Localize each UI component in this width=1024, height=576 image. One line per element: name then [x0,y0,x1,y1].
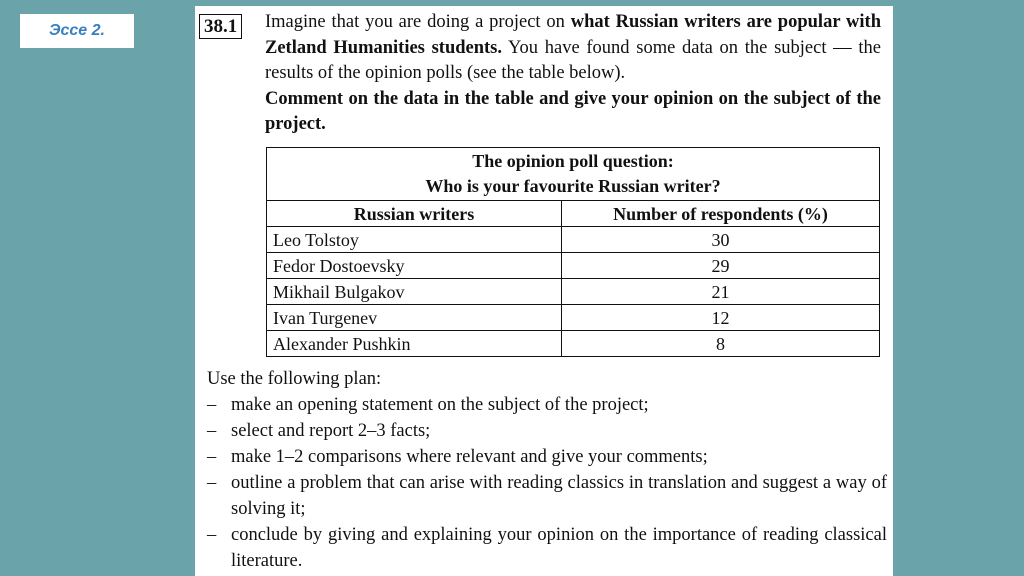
list-item [207,522,887,574]
slide-label: Эссе 2. [20,14,134,48]
plan-item-text: make 1–2 comparisons where relevant and give your comments; [231,447,708,467]
table-row [267,331,880,357]
value-cell: 29 [562,253,880,279]
list-item [207,392,887,418]
value-cell: 30 [562,227,880,253]
prompt-topic: what Russian writers are popular with Zetland Humanities students. [265,12,882,58]
column-header-writers: Russian writers [267,201,562,227]
dash-marker: – [207,395,217,415]
plan-list [207,392,887,574]
plan-item-text: select and report 2–3 facts; [231,421,431,441]
table-row [267,253,880,279]
value-cell: 21 [562,279,880,305]
poll-caption-line1: The opinion poll question: [472,151,674,171]
table-row [267,305,880,331]
poll-table [266,147,880,357]
poll-caption [267,148,880,201]
dash-marker: – [207,473,217,493]
list-item [207,444,887,470]
dash-marker: – [207,421,217,441]
list-item [207,470,887,522]
value-cell: 8 [562,331,880,357]
writer-cell: Leo Tolstoy [267,227,562,253]
task-prompt [265,10,881,138]
task-document [195,6,893,576]
column-header-respondents: Number of respondents (%) [562,201,880,227]
plan-heading: Use the following plan: [207,369,382,389]
task-number: 38.1 [199,14,242,39]
list-item [207,418,887,444]
prompt-text-2: You have found some data on the subject — the results of the opinion polls (see the table below). [265,37,881,83]
dash-marker: – [207,525,217,545]
plan-section [207,366,887,574]
prompt-instruction: Comment on the data in the table and give your opinion on the subject of the project. [265,88,881,134]
value-cell: 12 [562,305,880,331]
writer-cell: Fedor Dostoevsky [267,253,562,279]
dash-marker: – [207,447,217,467]
writer-cell: Alexander Pushkin [267,331,562,357]
writer-cell: Ivan Turgenev [267,305,562,331]
plan-item-text: outline a problem that can arise with reading classics in translation and suggest a way of solving it; [231,473,887,519]
table-row [267,279,880,305]
poll-caption-line2: Who is your favourite Russian writer? [425,176,721,196]
table-row [267,227,880,253]
plan-item-text: conclude by giving and explaining your opinion on the importance of reading classical literature. [231,525,887,571]
prompt-text-1: Imagine that you are doing a project on [265,12,571,32]
writer-cell: Mikhail Bulgakov [267,279,562,305]
plan-item-text: make an opening statement on the subject of the project; [231,395,649,415]
